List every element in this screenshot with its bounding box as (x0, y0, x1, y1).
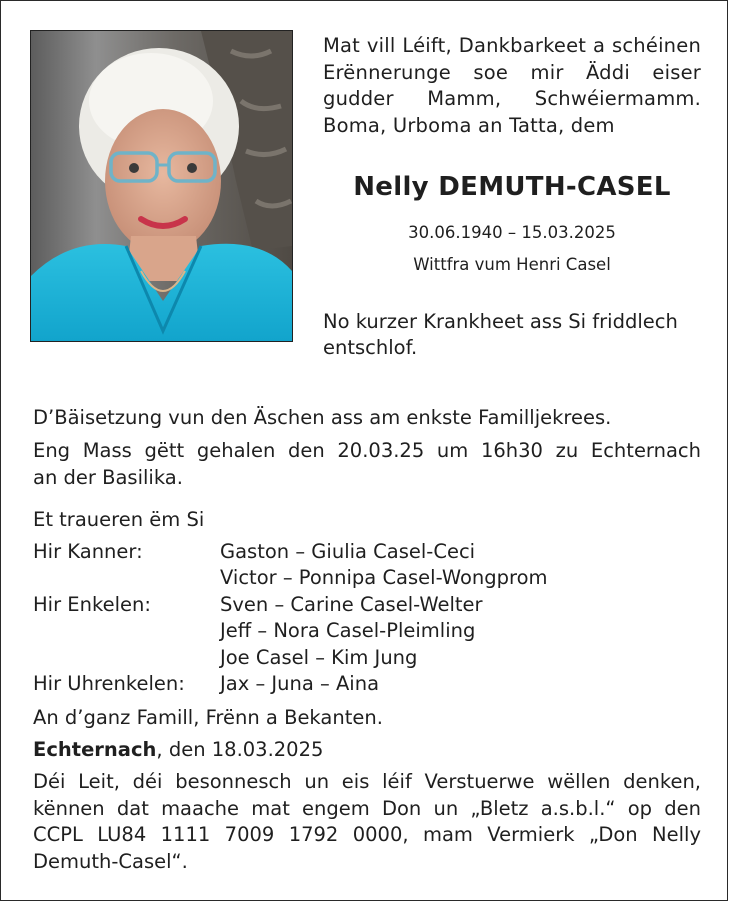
family-line: An d’ganz Famill, Frënn a Bekanten. (33, 706, 383, 729)
mourner-names: Jeff – Nora Casel-Pleimling (220, 619, 476, 643)
mourner-row (33, 592, 701, 618)
mourner-label (33, 618, 220, 644)
mourner-names: Victor – Ponnipa Casel-Wongprom (220, 566, 548, 590)
mourners-list (33, 539, 701, 697)
donation-line: Demuth-Casel“. (33, 849, 188, 873)
mourner-row (33, 645, 701, 671)
passing-line: No kurzer Krankheet ass Si friddlech (323, 310, 678, 333)
mourner-label (33, 565, 220, 591)
burial-notice: D’Bäisetzung vun den Äschen ass am enkste Familljekrees. (33, 406, 612, 429)
intro-line: Erënnerunge soe mir Äddi eiser (323, 60, 701, 84)
deceased-name: Nelly DEMUTH-CASEL (353, 172, 671, 202)
mourner-label (33, 645, 220, 671)
donation-line: kënnen dat maache mat engem Don un „Bletz a.s.b.l.“ op den (33, 796, 701, 820)
mourner-label: Hir Kanner: (33, 540, 143, 563)
mourner-names: Jax – Juna – Aina (220, 671, 380, 695)
mass-notice (33, 438, 701, 491)
passing-text (323, 309, 701, 361)
mass-line: Eng Mass gëtt gehalen den 20.03.25 um 16h30 zu Echternach (33, 439, 701, 462)
donation-line: Déi Leit, déi besonnesch un eis léif Verstuerwe wëllen denken, (33, 770, 701, 793)
passing-line: entschlof. (323, 336, 418, 359)
mourner-names: Gaston – Giulia Casel-Ceci (220, 540, 476, 563)
intro-paragraph (323, 33, 701, 139)
mass-line: an der Basilika. (33, 465, 183, 489)
notice-date: , den 18.03.2025 (156, 738, 324, 761)
place-name: Echternach (33, 738, 157, 761)
mourner-names: Joe Casel – Kim Jung (220, 645, 418, 669)
mourner-row (33, 618, 701, 644)
mourner-names: Sven – Carine Casel-Welter (220, 592, 483, 616)
intro-line: Mat vill Léift, Dankbarkeet a schéinen (323, 34, 701, 57)
intro-line: gudder Mamm, Schwéiermamm. (323, 87, 701, 110)
intro-line: Boma, Urboma an Tatta, dem (323, 113, 615, 137)
place-date-line (33, 737, 701, 764)
mourning-intro: Et traueren ëm Si (33, 508, 205, 531)
mourner-row (33, 671, 701, 697)
donation-paragraph (33, 769, 701, 875)
mourner-row (33, 539, 701, 565)
donation-line: CCPL LU84 1111 7009 1792 0000, mam Vermierk „Don Nelly (33, 823, 701, 846)
mourner-label: Hir Enkelen: (33, 592, 151, 616)
widow-of: Wittfra vum Henri Casel (413, 255, 611, 274)
mourner-row (33, 565, 701, 591)
portrait-photo (30, 30, 293, 342)
mourner-label: Hir Uhrenkelen: (33, 671, 185, 695)
life-dates: 30.06.1940 – 15.03.2025 (408, 223, 616, 242)
